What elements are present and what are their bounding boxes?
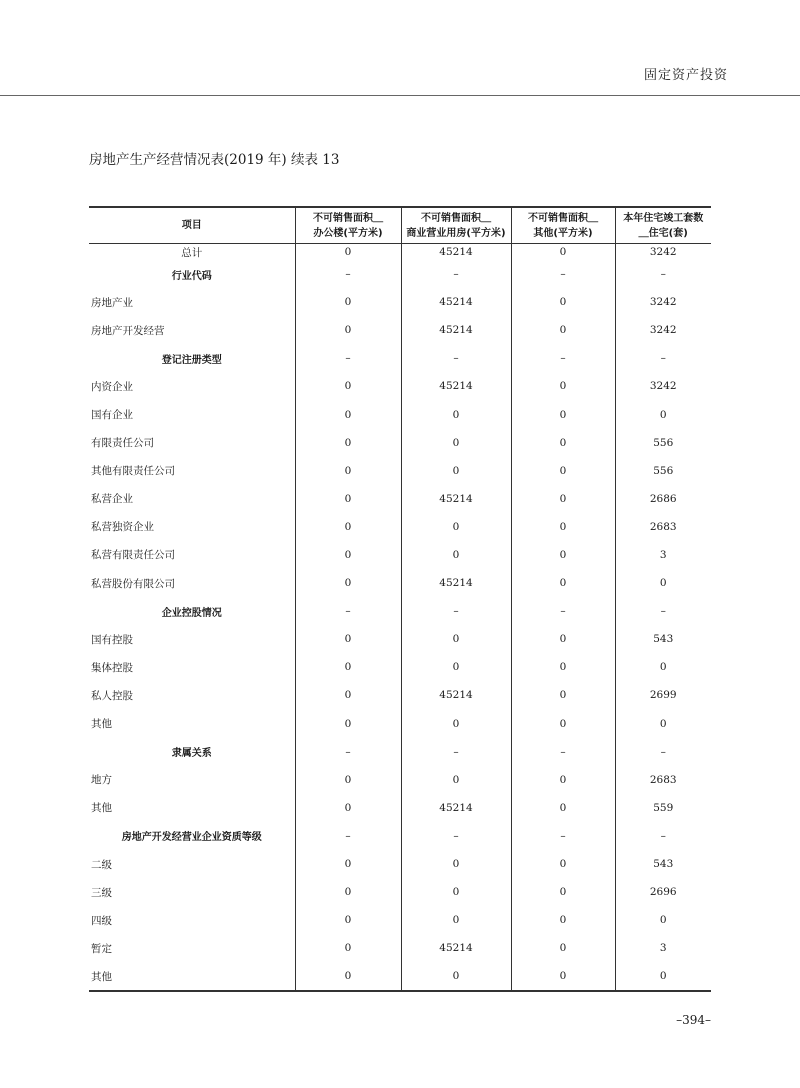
table-cell: 0 xyxy=(401,962,511,991)
table-row xyxy=(89,681,711,709)
table-cell: 0 xyxy=(511,400,615,428)
table-row xyxy=(89,513,711,541)
table-cell: 0 xyxy=(511,653,615,681)
table-row xyxy=(89,372,711,400)
row-label: 国有企业 xyxy=(91,409,133,422)
table-cell: – xyxy=(511,344,615,372)
row-label: 其他 xyxy=(91,718,112,731)
column-header-line: ＿住宅(套) xyxy=(638,227,688,239)
table-cell: 45214 xyxy=(401,372,511,400)
column-header xyxy=(401,207,511,244)
table-cell: 0 xyxy=(511,766,615,794)
row-label: 集体控股 xyxy=(91,661,133,674)
table-title: 房地产生产经营情况表(2019 年) 续表 13 xyxy=(89,152,340,168)
table-cell: 0 xyxy=(511,962,615,991)
table-cell: 3242 xyxy=(615,288,711,316)
table-cell: 0 xyxy=(295,653,401,681)
table-cell: 0 xyxy=(295,569,401,597)
table-row xyxy=(89,625,711,653)
row-label: 私人控股 xyxy=(91,689,133,702)
table-cell: 556 xyxy=(615,429,711,457)
table-cell: 0 xyxy=(511,513,615,541)
table-cell: 556 xyxy=(615,457,711,485)
table-cell: 0 xyxy=(401,429,511,457)
row-label: 私营股份有限公司 xyxy=(91,577,175,590)
table-cell: – xyxy=(295,344,401,372)
column-header-line: 不可销售面积＿ xyxy=(528,212,598,224)
table-cell: 2683 xyxy=(615,766,711,794)
table-cell: – xyxy=(295,260,401,288)
row-label: 私营企业 xyxy=(91,493,133,506)
table-cell: – xyxy=(401,260,511,288)
table-row xyxy=(89,485,711,513)
section-title: 固定资产投资 xyxy=(643,68,728,83)
table-cell: 0 xyxy=(401,850,511,878)
table-cell: 0 xyxy=(401,541,511,569)
row-label: 二级 xyxy=(91,858,112,871)
table-cell: – xyxy=(511,597,615,625)
table-cell: 0 xyxy=(295,372,401,400)
table-cell: 0 xyxy=(401,878,511,906)
table-cell: 0 xyxy=(511,316,615,344)
table-cell: 0 xyxy=(511,457,615,485)
table-cell: 0 xyxy=(511,906,615,934)
column-header-line: 其他(平方米) xyxy=(533,227,593,239)
table-cell: – xyxy=(295,822,401,850)
row-label: 私营独资企业 xyxy=(91,521,154,534)
table-cell: 0 xyxy=(615,710,711,738)
table-cell: – xyxy=(401,597,511,625)
table-row xyxy=(89,316,711,344)
table-row xyxy=(89,850,711,878)
table-cell: – xyxy=(401,822,511,850)
table-row xyxy=(89,794,711,822)
table-row xyxy=(89,766,711,794)
table-cell: 0 xyxy=(401,710,511,738)
table-body xyxy=(89,244,711,992)
table-cell: 0 xyxy=(401,625,511,653)
table-cell: 0 xyxy=(511,288,615,316)
table-cell: – xyxy=(511,738,615,766)
row-label: 其他有限责任公司 xyxy=(91,465,175,478)
table-cell: 0 xyxy=(295,429,401,457)
table-cell: 0 xyxy=(511,794,615,822)
table-cell: 0 xyxy=(401,653,511,681)
table-cell: – xyxy=(295,597,401,625)
table-cell: 0 xyxy=(615,569,711,597)
row-label: 隶属关系 xyxy=(171,748,212,760)
table-cell: 0 xyxy=(295,850,401,878)
table-cell: 0 xyxy=(511,878,615,906)
table-cell: 3 xyxy=(615,934,711,962)
table-row xyxy=(89,400,711,428)
table-cell: 0 xyxy=(295,710,401,738)
table-cell: 45214 xyxy=(401,485,511,513)
row-label: 其他 xyxy=(91,802,112,815)
table-cell: 0 xyxy=(295,681,401,709)
table-row xyxy=(89,934,711,962)
row-label: 内资企业 xyxy=(91,380,133,393)
table-cell: 0 xyxy=(401,906,511,934)
table-cell: 0 xyxy=(401,400,511,428)
column-header xyxy=(295,207,401,244)
table-cell: 0 xyxy=(401,513,511,541)
table-cell: 0 xyxy=(511,485,615,513)
table-row xyxy=(89,878,711,906)
row-label: 有限责任公司 xyxy=(91,437,154,450)
table-cell: – xyxy=(615,260,711,288)
row-label: 房地产开发经营 xyxy=(91,324,165,337)
row-label: 地方 xyxy=(91,774,112,787)
table-category-row xyxy=(89,738,711,766)
table-cell: 0 xyxy=(511,429,615,457)
table-cell: 0 xyxy=(295,906,401,934)
table-cell: 3242 xyxy=(615,316,711,344)
table-cell: – xyxy=(401,738,511,766)
row-label: 暂定 xyxy=(91,942,112,955)
table-cell: 2683 xyxy=(615,513,711,541)
table-cell: 0 xyxy=(511,244,615,261)
table-cell: 0 xyxy=(511,681,615,709)
table-cell: 45214 xyxy=(401,794,511,822)
table-cell: 0 xyxy=(615,906,711,934)
table-header-row xyxy=(89,207,711,244)
table-category-row xyxy=(89,597,711,625)
table-cell: 559 xyxy=(615,794,711,822)
table-cell: 2699 xyxy=(615,681,711,709)
table-cell: 45214 xyxy=(401,244,511,261)
table-category-row xyxy=(89,344,711,372)
table-cell: 0 xyxy=(511,850,615,878)
data-table xyxy=(89,206,711,992)
column-header xyxy=(615,207,711,244)
table-cell: 0 xyxy=(511,934,615,962)
table-cell: 0 xyxy=(511,710,615,738)
table-cell: 0 xyxy=(511,541,615,569)
header-rule xyxy=(0,95,800,96)
table-category-row xyxy=(89,822,711,850)
row-label: 房地产业 xyxy=(91,296,133,309)
table-cell: 0 xyxy=(295,962,401,991)
column-header xyxy=(89,207,295,244)
table-cell: 0 xyxy=(295,400,401,428)
table-cell: 0 xyxy=(401,457,511,485)
row-label: 总计 xyxy=(181,246,203,259)
table-cell: 3 xyxy=(615,541,711,569)
table-cell: 0 xyxy=(295,244,401,261)
table-cell: 543 xyxy=(615,850,711,878)
table-row xyxy=(89,710,711,738)
table-cell: 0 xyxy=(295,794,401,822)
table-cell: – xyxy=(615,738,711,766)
row-label: 房地产开发经营业企业资质等级 xyxy=(121,832,262,844)
table-cell: – xyxy=(511,822,615,850)
table-cell: 0 xyxy=(295,878,401,906)
row-label: 国有控股 xyxy=(91,633,133,646)
table-row xyxy=(89,569,711,597)
table-cell: 0 xyxy=(295,934,401,962)
table-cell: 45214 xyxy=(401,934,511,962)
table-row xyxy=(89,541,711,569)
table-cell: 0 xyxy=(295,513,401,541)
table-cell: 3242 xyxy=(615,372,711,400)
table-cell: 0 xyxy=(295,457,401,485)
row-label: 行业代码 xyxy=(171,270,212,282)
table-cell: 45214 xyxy=(401,288,511,316)
table-cell: 0 xyxy=(295,625,401,653)
table-cell: 2696 xyxy=(615,878,711,906)
table-row xyxy=(89,906,711,934)
column-header-line: 项目 xyxy=(181,220,202,231)
table-cell: 0 xyxy=(511,372,615,400)
table-row xyxy=(89,962,711,991)
column-header-line: 商业营业用房(平方米) xyxy=(406,227,506,239)
row-label: 其他 xyxy=(89,962,295,991)
table-cell: – xyxy=(615,597,711,625)
table-cell: – xyxy=(615,822,711,850)
column-header-line: 不可销售面积＿ xyxy=(421,212,491,224)
table-cell: 0 xyxy=(615,653,711,681)
table-cell: 0 xyxy=(295,288,401,316)
table-cell: 0 xyxy=(295,485,401,513)
table-cell: 45214 xyxy=(401,316,511,344)
table-cell: 0 xyxy=(401,766,511,794)
row-label: 企业控股情况 xyxy=(161,607,222,619)
table-cell: 0 xyxy=(615,962,711,991)
column-header xyxy=(511,207,615,244)
table-cell: – xyxy=(295,738,401,766)
row-label: 三级 xyxy=(91,886,112,899)
row-label: 登记注册类型 xyxy=(161,354,222,366)
column-header-line: 本年住宅竣工套数 xyxy=(623,212,704,224)
table-row xyxy=(89,288,711,316)
table-cell: 0 xyxy=(295,316,401,344)
table-cell: 2686 xyxy=(615,485,711,513)
table-row xyxy=(89,653,711,681)
column-header-line: 办公楼(平方米) xyxy=(313,227,383,239)
table-row xyxy=(89,244,711,261)
table-cell: – xyxy=(401,344,511,372)
table-cell: 45214 xyxy=(401,569,511,597)
table-cell: 0 xyxy=(295,766,401,794)
table-cell: 3242 xyxy=(615,244,711,261)
table-category-row xyxy=(89,260,711,288)
table-cell: 0 xyxy=(511,569,615,597)
table-cell: 543 xyxy=(615,625,711,653)
table-cell: – xyxy=(615,344,711,372)
row-label: 四级 xyxy=(91,914,112,927)
table-row xyxy=(89,429,711,457)
table-cell: 0 xyxy=(615,400,711,428)
table-row xyxy=(89,457,711,485)
table-cell: 45214 xyxy=(401,681,511,709)
table-cell: 0 xyxy=(511,625,615,653)
page-number: –394– xyxy=(676,1013,711,1027)
table-cell: – xyxy=(511,260,615,288)
column-header-line: 不可销售面积＿ xyxy=(313,212,383,224)
row-label: 私营有限责任公司 xyxy=(91,549,175,562)
table-cell: 0 xyxy=(295,541,401,569)
